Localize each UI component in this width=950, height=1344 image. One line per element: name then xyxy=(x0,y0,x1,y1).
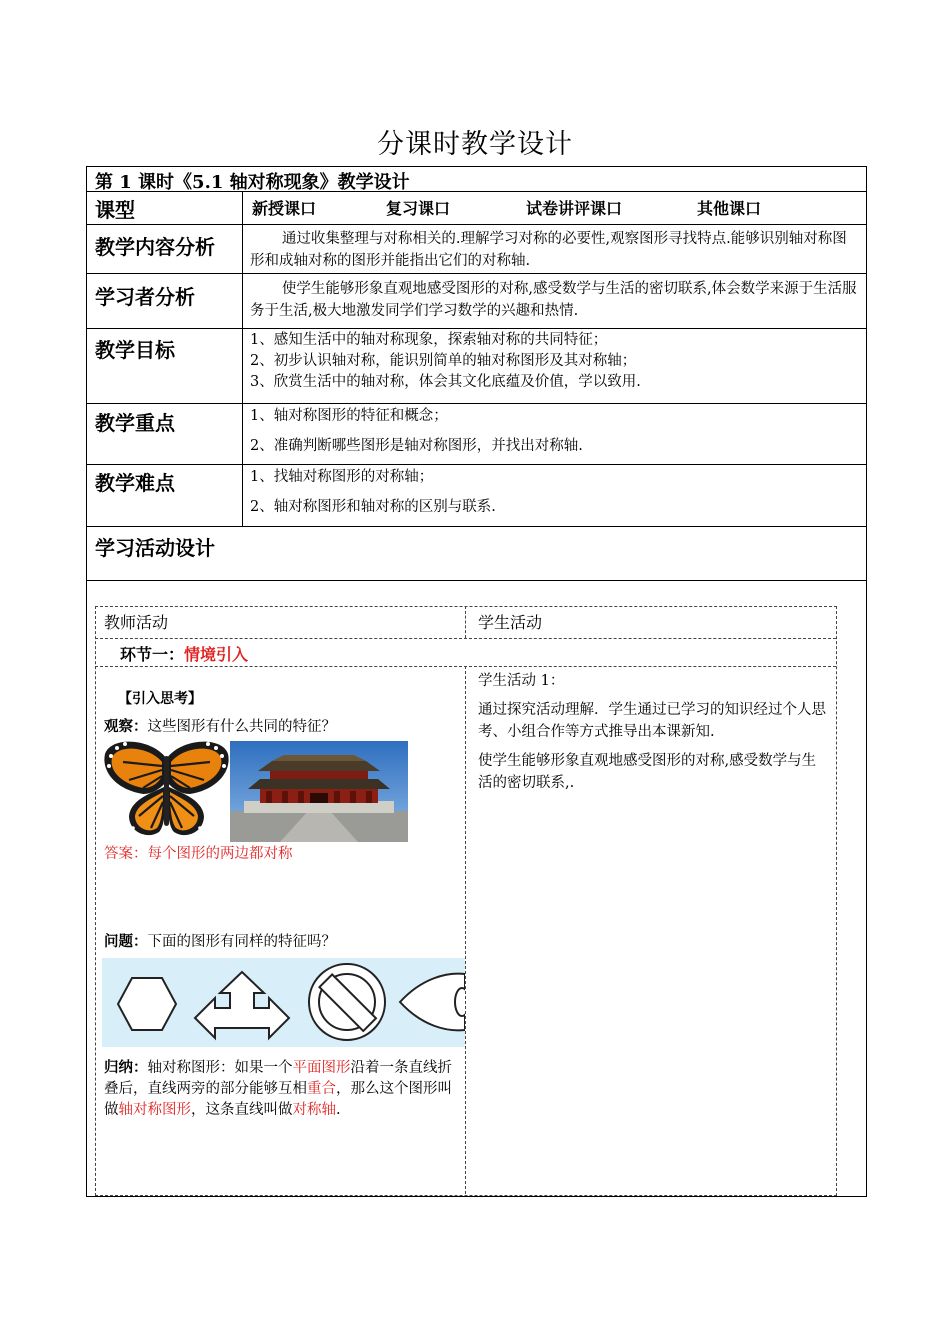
row-divider xyxy=(86,464,866,465)
summary-paragraph xyxy=(104,1058,460,1121)
activity-column-divider xyxy=(465,666,466,1194)
activity-row-divider xyxy=(95,638,836,639)
student-activity-p2: 使学生能够形象直观地感受图形的对称,感受数学与生活的密切联系,. xyxy=(478,753,817,791)
row-divider xyxy=(86,273,866,274)
difficulties-label: 教学难点 xyxy=(95,471,175,495)
difficulties-list xyxy=(250,466,858,518)
palace-image xyxy=(230,741,408,842)
learner-analysis-label: 学习者分析 xyxy=(95,285,195,309)
objectives-label: 教学目标 xyxy=(95,338,175,362)
difficulty-item: 2、轴对称图形和轴对称的区别与联系. xyxy=(250,499,496,515)
objective-item: 3、欣赏生活中的轴对称，体会其文化底蕴及价值，学以致用. xyxy=(250,374,641,390)
course-type-exam: 试卷讲评课口 xyxy=(526,199,623,218)
column-divider xyxy=(242,191,243,526)
objective-item: 1、感知生活中的轴对称现象，探索轴对称的共同特征； xyxy=(250,332,608,348)
student-activity-header: 学生活动 xyxy=(478,613,543,632)
question-text: 下面的图形有同样的特征吗？ xyxy=(147,934,336,950)
row-divider xyxy=(86,580,866,581)
summary-text: ，那么这个图形叫做 xyxy=(104,1081,452,1118)
objective-item: 2、初步认识轴对称，能识别简单的轴对称图形及其对称轴； xyxy=(250,353,637,369)
summary-highlight: 重合 xyxy=(307,1081,336,1097)
student-activity-p1: 通过探究活动理解．学生通过已学习的知识经过个人思考、小组合作等方式推导出本课新知. xyxy=(478,702,826,740)
row-divider xyxy=(86,526,866,527)
observe-text: 这些图形有什么共同的特征？ xyxy=(147,719,336,735)
summary-text: 沿着一条直线折叠后，直线两旁的部分能够互相 xyxy=(104,1060,452,1097)
answer-text: 答案：每个图形的两边都对称 xyxy=(104,846,293,862)
row-divider xyxy=(86,224,866,225)
stage-name: 情境引入 xyxy=(184,645,249,664)
learner-analysis-text: 使学生能够形象直观地感受图形的对称,感受数学与生活的密切联系,体会数学来源于生活服务于生活,极大地激发同学们学习数学的兴趣和热情. xyxy=(250,281,857,319)
key-points-list xyxy=(250,405,858,457)
course-type-label: 课型 xyxy=(95,198,135,222)
key-point-item: 1、轴对称图形的特征和概念； xyxy=(250,408,448,424)
stage-prefix: 环节一： xyxy=(120,645,185,664)
content-analysis-text: 通过收集整理与对称相关的.理解学习对称的必要性,观察图形寻找特点.能够识别轴对称图形和成轴对称的图形并能指出它们的对称轴. xyxy=(250,231,847,269)
course-type-review: 复习课口 xyxy=(386,199,451,218)
activity-design-label: 学习活动设计 xyxy=(95,536,215,560)
question-label: 问题： xyxy=(104,934,148,950)
course-type-other: 其他课口 xyxy=(697,199,762,218)
activity-column-divider xyxy=(465,606,466,638)
summary-highlight: 轴对称图形 xyxy=(118,1102,191,1118)
summary-highlight: 平面图形 xyxy=(292,1060,351,1076)
observe-label: 观察： xyxy=(104,719,148,735)
objectives-list xyxy=(250,330,858,393)
key-points-label: 教学重点 xyxy=(95,411,175,435)
summary-text: ，这条直线叫做 xyxy=(191,1102,293,1118)
row-divider xyxy=(86,328,866,329)
student-activity-title: 学生活动 1： xyxy=(478,673,565,689)
lesson-header: 第 1 课时《5.1 轴对称现象》教学设计 xyxy=(95,172,410,193)
summary-text: 轴对称图形：如果一个 xyxy=(147,1060,293,1076)
course-type-new: 新授课口 xyxy=(252,199,317,218)
butterfly-image xyxy=(103,736,230,842)
content-analysis-label: 教学内容分析 xyxy=(95,235,215,259)
key-point-item: 2、准确判断哪些图形是轴对称图形，并找出对称轴. xyxy=(250,438,583,454)
hexagon-shape xyxy=(118,978,176,1030)
symmetric-shapes-figure xyxy=(102,958,465,1047)
page-title: 分课时教学设计 xyxy=(377,129,573,160)
stage-title xyxy=(120,642,248,665)
row-divider xyxy=(86,403,866,404)
summary-label: 归纳： xyxy=(104,1060,148,1076)
question-line xyxy=(104,931,336,953)
summary-text: . xyxy=(336,1102,341,1118)
intro-tag: 【引入思考】 xyxy=(118,691,202,707)
teacher-activity-header: 教师活动 xyxy=(104,613,169,632)
summary-highlight: 对称轴 xyxy=(292,1102,336,1118)
difficulty-item: 1、找轴对称图形的对称轴； xyxy=(250,469,434,485)
observe-line xyxy=(104,716,336,738)
